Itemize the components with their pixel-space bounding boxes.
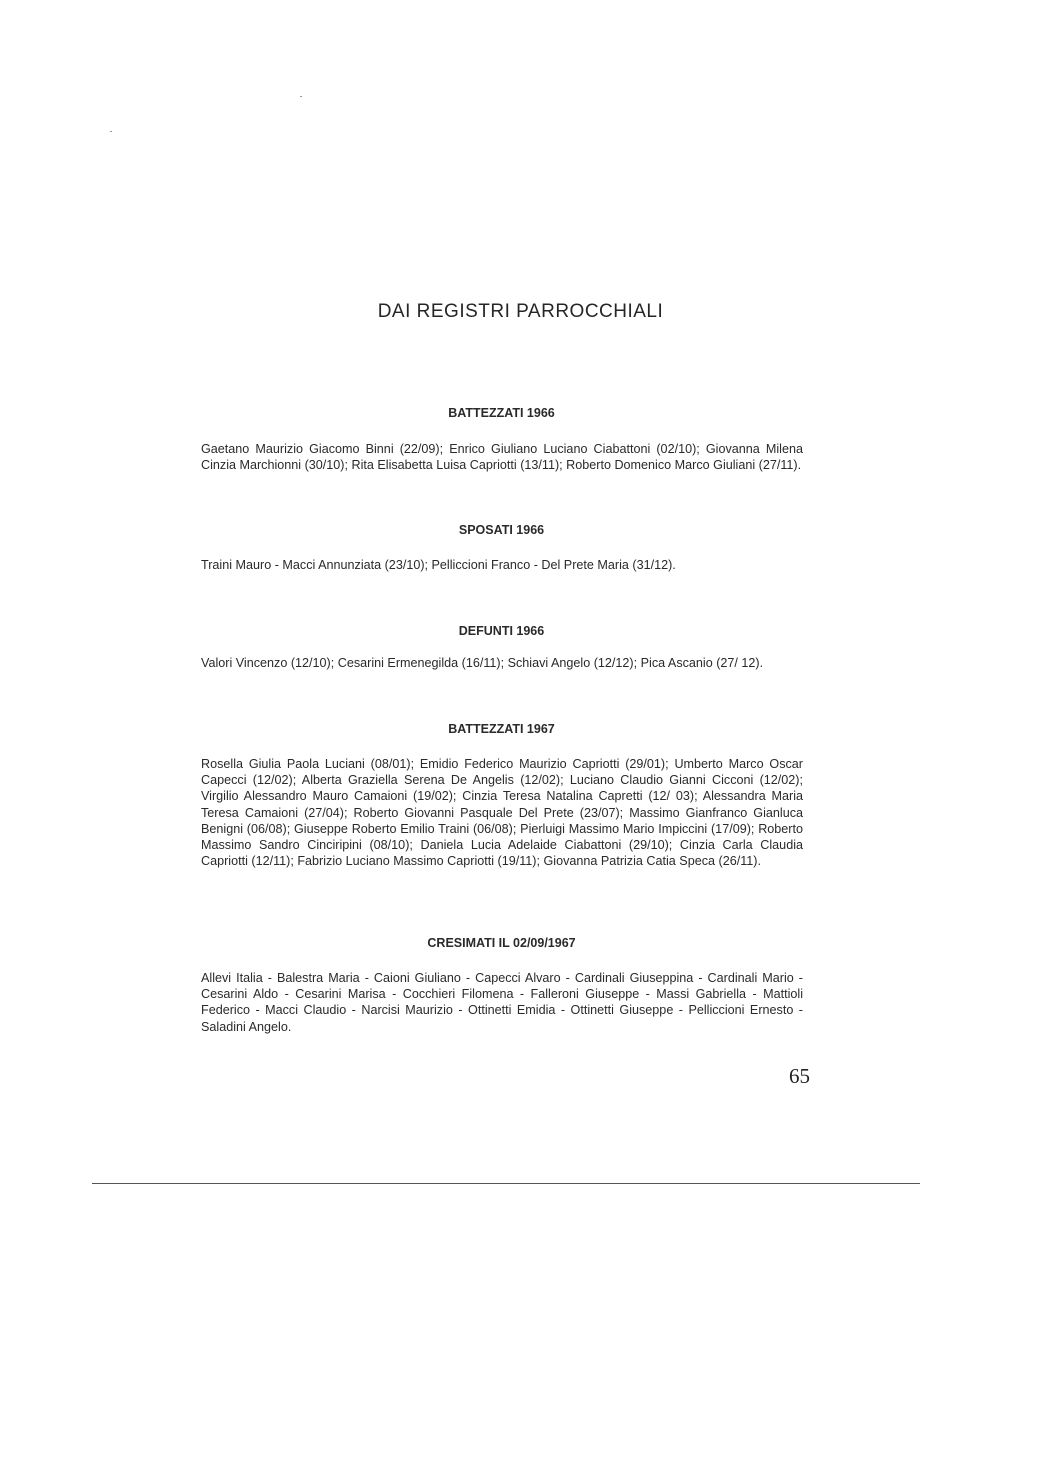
section-text-battezzati-1967: Rosella Giulia Paola Luciani (08/01); Emidio Federico Maurizio Capriotti (29/01); Umberto Marco Oscar Capecci (12/02); Alberta Graziella Serena De Angelis (12/02); Luciano Claudio Gianni Cicconi (12/02); Virgilio Alessandro Mauro Camaioni (19/02); Cinzia Teresa Natalina Capretti (12/ 03); Alessandra Maria Teresa Camaioni (27/04); Roberto Giovanni Pasquale Del Prete (23/07); Massimo Gianfranco Gianluca Benigni (06/08); Giuseppe Roberto Emilio Traini (06/08); Pierluigi Massimo Mario Impiccini (17/09); Roberto Massimo Sandro Cinciripini (08/10); Daniela Lucia Adelaide Ciabattoni (29/10); Cinzia Carla Claudia Capriotti (12/11); Fabrizio Luciano Massimo Capriotti (19/11); Giovanna Patrizia Catia Speca (26/11). [201,757,803,869]
page-title: DAI REGISTRI PARROCCHIALI [377,301,664,322]
section-heading-battezzati-1966: BATTEZZATI 1966 [448,406,555,420]
page-number: 65 [789,1064,810,1088]
section-heading-cresimati-1967: CRESIMATI IL 02/09/1967 [427,936,576,950]
section-text-sposati-1966: Traini Mauro - Macci Annunziata (23/10); Pelliccioni Franco - Del Prete Maria (31/12). [201,558,676,572]
scan-speck [110,131,112,132]
section-text-defunti-1966: Valori Vincenzo (12/10); Cesarini Ermenegilda (16/11); Schiavi Angelo (12/12); Pica Ascanio (27/ 12). [201,656,764,670]
scan-speck [300,96,302,97]
section-heading-defunti-1966: DEFUNTI 1966 [458,624,545,638]
section-text-cresimati-1967: Allevi Italia - Balestra Maria - Caioni Giuliano - Capecci Alvaro - Cardinali Giuseppina - Cardinali Mario - Cesarini Aldo - Cesarini Marisa - Cocchieri Filomena - Falleroni Giuseppe - Massi Gabriella - Mattioli Federico - Macci Claudio - Narcisi Maurizio - Ottinetti Emidia - Ottinetti Giuseppe - Pelliccioni Ernesto - Saladini Angelo. [201,971,803,1034]
section-heading-battezzati-1967: BATTEZZATI 1967 [448,722,555,736]
section-text-battezzati-1966: Gaetano Maurizio Giacomo Binni (22/09); Enrico Giuliano Luciano Ciabattoni (02/10); Giovanna Milena Cinzia Marchionni (30/10); Rita Elisabetta Luisa Capriotti (13/11); Roberto Domenico Marco Giuliani (27/11). [201,442,803,473]
footer-rule [92,1183,920,1184]
section-heading-sposati-1966: SPOSATI 1966 [458,523,545,537]
